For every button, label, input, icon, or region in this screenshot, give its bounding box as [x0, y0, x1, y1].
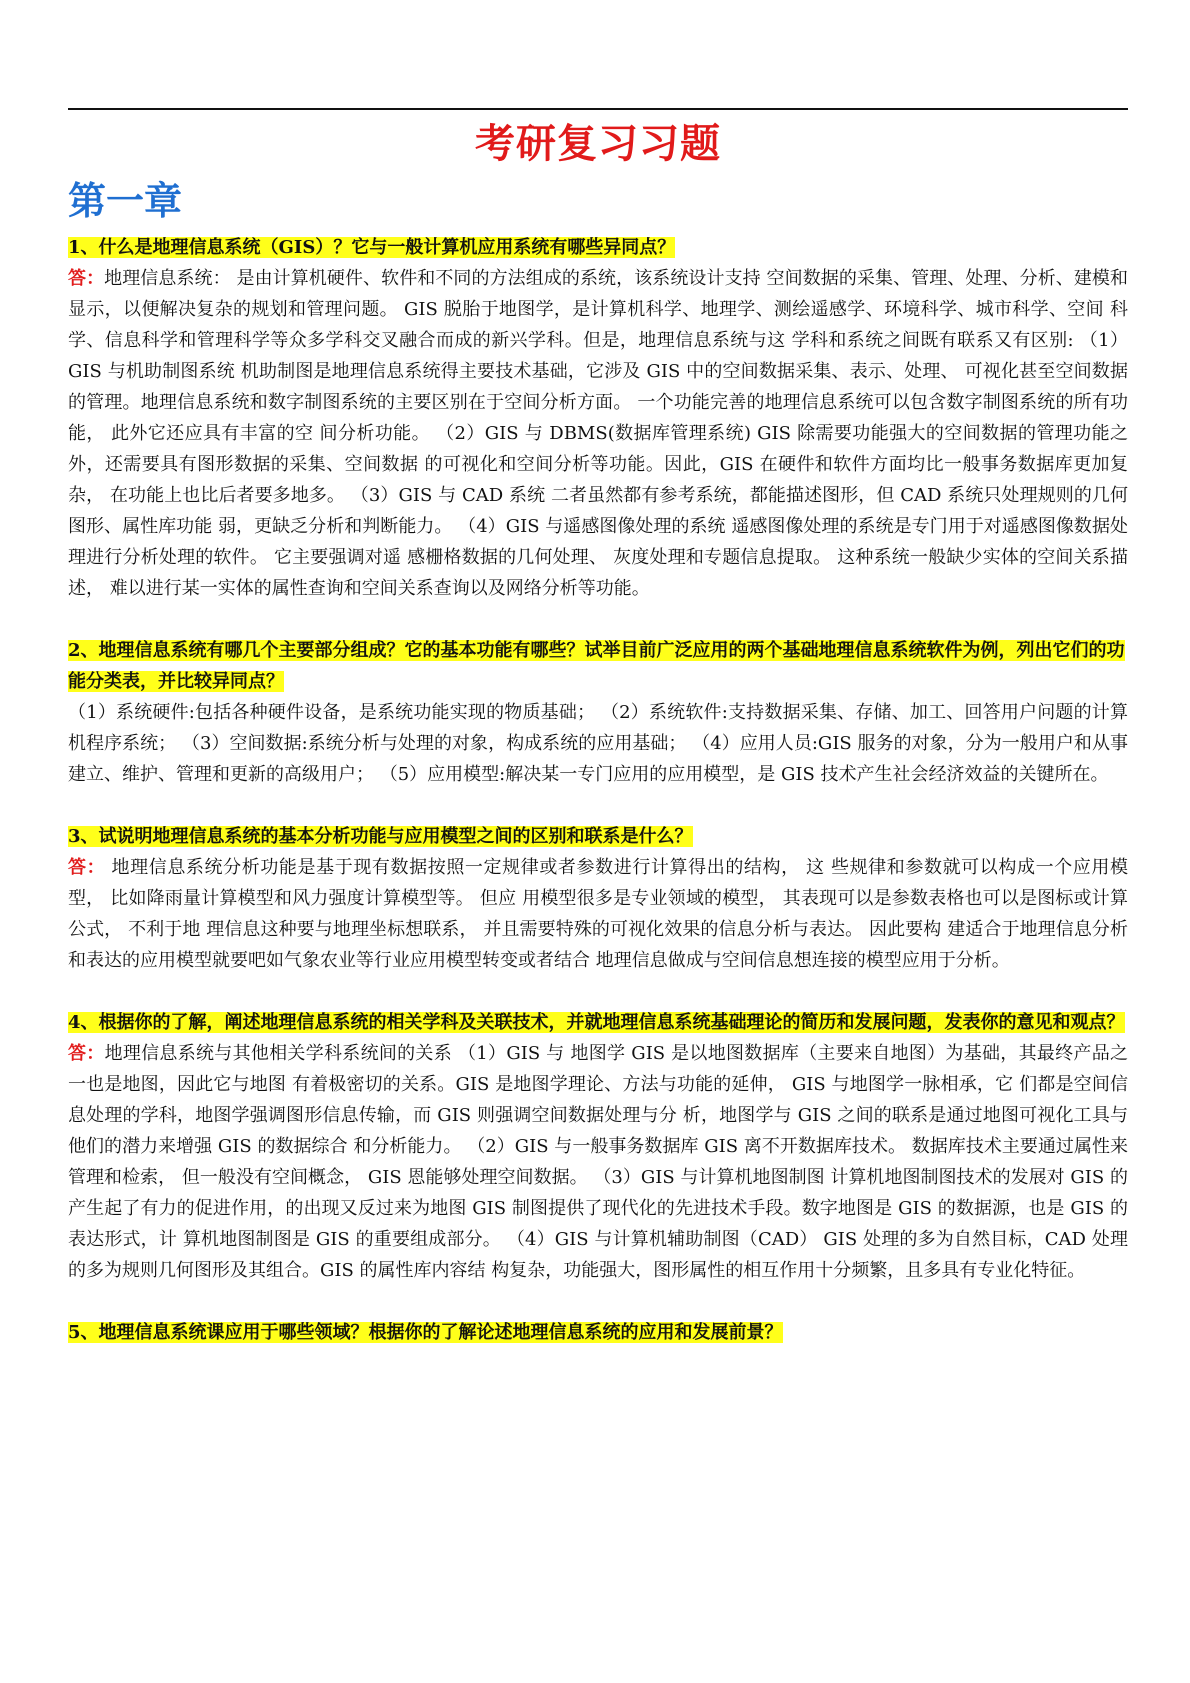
question-text	[68, 635, 1128, 697]
answer-label: 答：	[68, 1043, 105, 1064]
question-text	[68, 821, 1128, 852]
answer-body: 地理信息系统与其他相关学科系统间的关系 （1）GIS 与 地图学 GIS 是以地图数据库（主要来自地图）为基础，其最终产品之一也是地图，因此它与地图 有着极密切的关系。GIS 是地图学理论、方法与功能的延伸， GIS 与地图学一脉相承，它 们都是空间信息处理的学科，地图学强调图形信息传输，而 GIS 则强调空间数据处理与分 析，地图学与 GIS 之间的联系是通过地图可视化工具与他们的潜力来增强 GIS 的数据综合 和分析能力。 （2）GIS 与一般事务数据库 GIS 离不开数据库技术。 数据库技术主要通过属性来管理和检索， 但一般没有空间概念， GIS 恩能够处理空间数据。 （3）GIS 与计算机地图制图 计算机地图制图技术的发展对 GIS 的产生起了有力的促进作用，的出现又反过来为地图 GIS 制图提供了现代化的先进技术手段。数字地图是 GIS 的数据源，也是 GIS 的表达形式，计 算机地图制图是 GIS 的重要组成部分。 （4）GIS 与计算机辅助制图（CAD） GIS 处理的多为自然目标，CAD 处理的多为规则几何图形及其组合。GIS 的属性库内容结 构复杂，功能强大，图形属性的相互作用十分频繁，且多具有专业化特征。	[68, 1043, 1128, 1281]
question-text	[68, 1317, 1128, 1348]
answer-body: （1）系统硬件:包括各种硬件设备，是系统功能实现的物质基础； （2）系统软件:支持数据采集、存储、加工、回答用户问题的计算机程序系统； （3）空间数据:系统分析与处理的对象，构成系统的应用基础； （4）应用人员:GIS 服务的对象，分为一般用户和从事建立、维护、管理和更新的高级用户； （5）应用模型:解决某一专门应用的应用模型，是 GIS 技术产生社会经济效益的关键所在。	[68, 702, 1128, 785]
question-highlight: 3、试说明地理信息系统的基本分析功能与应用模型之间的区别和联系是什么？	[68, 826, 693, 847]
answer-text	[68, 263, 1128, 604]
question-text	[68, 1007, 1128, 1038]
chapter-heading: 第一章	[68, 178, 183, 223]
spacer	[68, 1286, 1128, 1317]
document-page	[68, 108, 1128, 1348]
answer-text	[68, 697, 1128, 790]
question-block-5	[68, 1317, 1128, 1348]
answer-label: 答：	[68, 857, 106, 878]
question-highlight: 5、地理信息系统课应用于哪些领域？根据你的了解论述地理信息系统的应用和发展前景？	[68, 1322, 783, 1343]
header-rule	[68, 108, 1128, 110]
question-highlight: 1、什么是地理信息系统（GIS）？它与一般计算机应用系统有哪些异同点？	[68, 237, 676, 258]
question-block-2	[68, 635, 1128, 790]
question-highlight: 2、地理信息系统有哪几个主要部分组成？它的基本功能有哪些？试举目前广泛应用的两个基础地理信息系统软件为例，列出它们的功能分类表，并比较异同点？	[68, 640, 1125, 692]
question-block-4	[68, 1007, 1128, 1286]
answer-text	[68, 1038, 1128, 1286]
question-highlight: 4、根据你的了解，阐述地理信息系统的相关学科及关联技术，并就地理信息系统基础理论的简历和发展问题，发表你的意见和观点？	[68, 1012, 1125, 1033]
spacer	[68, 604, 1128, 635]
spacer	[68, 790, 1128, 821]
answer-body: 地理信息系统分析功能是基于现有数据按照一定规律或者参数进行计算得出的结构， 这 些规律和参数就可以构成一个应用模型， 比如降雨量计算模型和风力强度计算模型等。 但应 用模型很多是专业领域的模型， 其表现可以是参数表格也可以是图标或计算公式， 不利于地 理信息这种要与地理坐标想联系， 并且需要特殊的可视化效果的信息分析与表达。 因此要构 建适合于地理信息分析和表达的应用模型就要吧如气象农业等行业应用模型转变或者结合 地理信息做成与空间信息想连接的模型应用于分析。	[68, 857, 1128, 971]
answer-label: 答：	[68, 268, 105, 289]
answer-text	[68, 852, 1128, 976]
question-text	[68, 232, 1128, 263]
spacer	[68, 976, 1128, 1007]
question-block-1	[68, 232, 1128, 604]
document-title: 考研复习习题	[475, 120, 721, 167]
answer-body: 地理信息系统： 是由计算机硬件、软件和不同的方法组成的系统，该系统设计支持 空间数据的采集、管理、处理、分析、建模和显示，以便解决复杂的规划和管理问题。 GIS 脱胎于地图学，是计算机科学、地理学、测绘遥感学、环境科学、城市科学、空间 科学、信息科学和管理科学等众多学科交叉融合而成的新兴学科。但是，地理信息系统与这 学科和系统之间既有联系又有区别: （1） GIS 与机助制图系统 机助制图是地理信息系统得主要技术基础，它涉及 GIS 中的空间数据采集、表示、处理、 可视化甚至空间数据的管理。地理信息系统和数字制图系统的主要区别在于空间分析方面。 一个功能完善的地理信息系统可以包含数字制图系统的所有功能， 此外它还应具有丰富的空 间分析功能。 （2）GIS 与 DBMS(数据库管理系统) GIS 除需要功能强大的空间数据的管理功能之外，还需要具有图形数据的采集、空间数据 的可视化和空间分析等功能。因此，GIS 在硬件和软件方面均比一般事务数据库更加复杂， 在功能上也比后者要多地多。 （3）GIS 与 CAD 系统 二者虽然都有参考系统，都能描述图形，但 CAD 系统只处理规则的几何图形、属性库功能 弱，更缺乏分析和判断能力。 （4）GIS 与遥感图像处理的系统 遥感图像处理的系统是专门用于对遥感图像数据处理进行分析处理的软件。 它主要强调对遥 感栅格数据的几何处理、 灰度处理和专题信息提取。 这种系统一般缺少实体的空间关系描述， 难以进行某一实体的属性查询和空间关系查询以及网络分析等功能。	[68, 268, 1129, 599]
question-block-3	[68, 821, 1128, 976]
